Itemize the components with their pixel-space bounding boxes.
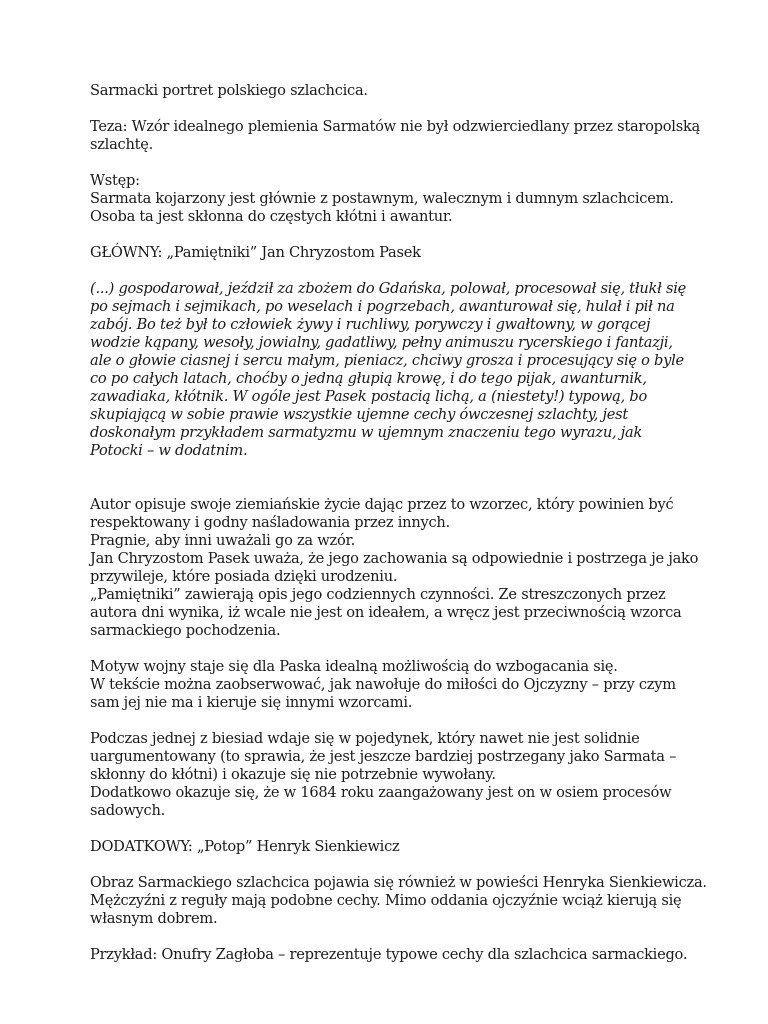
duel-line: Podczas jednej z biesiad wdaje się w pojedynek, który nawet nie jest solidnie [90, 730, 640, 747]
duel-line: skłonny do kłótni) i okazuje się nie potrzebnie wywołany. [90, 766, 496, 783]
main-heading-line: GŁÓWNY: „Pamiętniki” Jan Chryzostom Pasek [90, 244, 421, 261]
quote-paragraph [90, 280, 690, 460]
extra-section-heading [90, 838, 690, 856]
example-line: Przykład: Onufry Zagłoba – reprezentuje typowe cechy dla szlachcica sarmackiego. [90, 946, 688, 963]
thesis-line: Teza: Wzór idealnego plemienia Sarmatów nie był odzwierciedlany przez staropolską [90, 118, 701, 135]
duel-paragraph [90, 730, 690, 820]
war-line: W tekście można zaobserwować, jak nawołuje do miłości do Ojczyzny – przy czym [90, 676, 676, 693]
document-page [90, 82, 707, 982]
main-section-heading [90, 244, 690, 262]
war-paragraph [90, 658, 690, 712]
potop-line: własnym dobrem. [90, 910, 218, 927]
thesis-line: szlachtę. [90, 136, 154, 153]
intro-heading: Wstęp: [90, 172, 140, 189]
intro-paragraph [90, 172, 690, 226]
quote-line: ale o głowie ciasnej i sercu małym, pieniacz, chciwy grosza i procesujący się o byle [90, 352, 684, 369]
war-line: sam jej nie ma i kieruje się innymi wzorcami. [90, 694, 413, 711]
quote-line: po sejmach i sejmikach, po weselach i pogrzebach, awanturował się, hulał i pił na [90, 298, 675, 315]
thesis-paragraph [90, 118, 701, 154]
quote-line: zawadiaka, kłótnik. W ogóle jest Pasek postacią lichą, a (niestety!) typową, bo [90, 388, 648, 405]
author-line: przywileje, które posiada dzięki urodzeniu. [90, 568, 398, 585]
author-paragraph [90, 496, 699, 640]
author-line: respektowany i godny naśladowania przez innych. [90, 514, 450, 531]
quote-line: zabój. Bo też był to człowiek żywy i ruchliwy, porywczy i gwałtowny, w gorącej [90, 316, 651, 333]
potop-paragraph [90, 874, 707, 928]
intro-line: Osoba ta jest skłonna do częstych kłótni i awantur. [90, 208, 453, 225]
potop-line: Mężczyźni z reguły mają podobne cechy. Mimo oddania ojczyźnie wciąż kierują się [90, 892, 682, 909]
quote-line: doskonałym przykładem sarmatyzmu w ujemnym znaczeniu tego wyrazu, jak [90, 424, 643, 441]
author-line: Jan Chryzostom Pasek uważa, że jego zachowania są odpowiednie i postrzega je jako [90, 550, 699, 567]
war-line: Motyw wojny staje się dla Paska idealną możliwością do wzbogacania się. [90, 658, 618, 675]
quote-line: skupiającą w sobie prawie wszystkie ujemne cechy ówczesnej szlachty, jest [90, 406, 629, 423]
duel-line: sadowych. [90, 802, 166, 819]
author-line: Pragnie, aby inni uważali go za wzór. [90, 532, 355, 549]
potop-line: Obraz Sarmackiego szlachcica pojawia się również w powieści Henryka Sienkiewicza. [90, 874, 707, 891]
quote-line: co po całych latach, choćby o jedną głupią krowę, i do tego pijak, awanturnik, [90, 370, 647, 387]
quote-line: wodzie kąpany, wesoły, jowialny, gadatliwy, pełny animuszu rycerskiego i fantazji, [90, 334, 673, 351]
author-line: sarmackiego pochodzenia. [90, 622, 281, 639]
document-title [90, 82, 690, 100]
duel-line: uargumentowany (to sprawia, że jest jeszcze bardziej postrzegany jako Sarmata – [90, 748, 677, 765]
quote-line: Potocki – w dodatnim. [90, 442, 248, 459]
duel-line: Dodatkowo okazuje się, że w 1684 roku zaangażowany jest on w osiem procesów [90, 784, 672, 801]
example-paragraph [90, 946, 690, 964]
author-line: „Pamiętniki” zawierają opis jego codziennych czynności. Ze streszczonych przez [90, 586, 666, 603]
author-line: Autor opisuje swoje ziemiańskie życie dając przez to wzorzec, który powinien być [90, 496, 674, 513]
title-line: Sarmacki portret polskiego szlachcica. [90, 82, 368, 99]
extra-heading-line: DODATKOWY: „Potop” Henryk Sienkiewicz [90, 838, 400, 855]
intro-line: Sarmata kojarzony jest głównie z postawnym, walecznym i dumnym szlachcicem. [90, 190, 674, 207]
quote-line: (...) gospodarował, jeździł za zbożem do Gdańska, polował, procesował się, tłukł się [90, 280, 687, 297]
author-line: autora dni wynika, iż wcale nie jest on ideałem, a wręcz jest przeciwnością wzorca [90, 604, 682, 621]
